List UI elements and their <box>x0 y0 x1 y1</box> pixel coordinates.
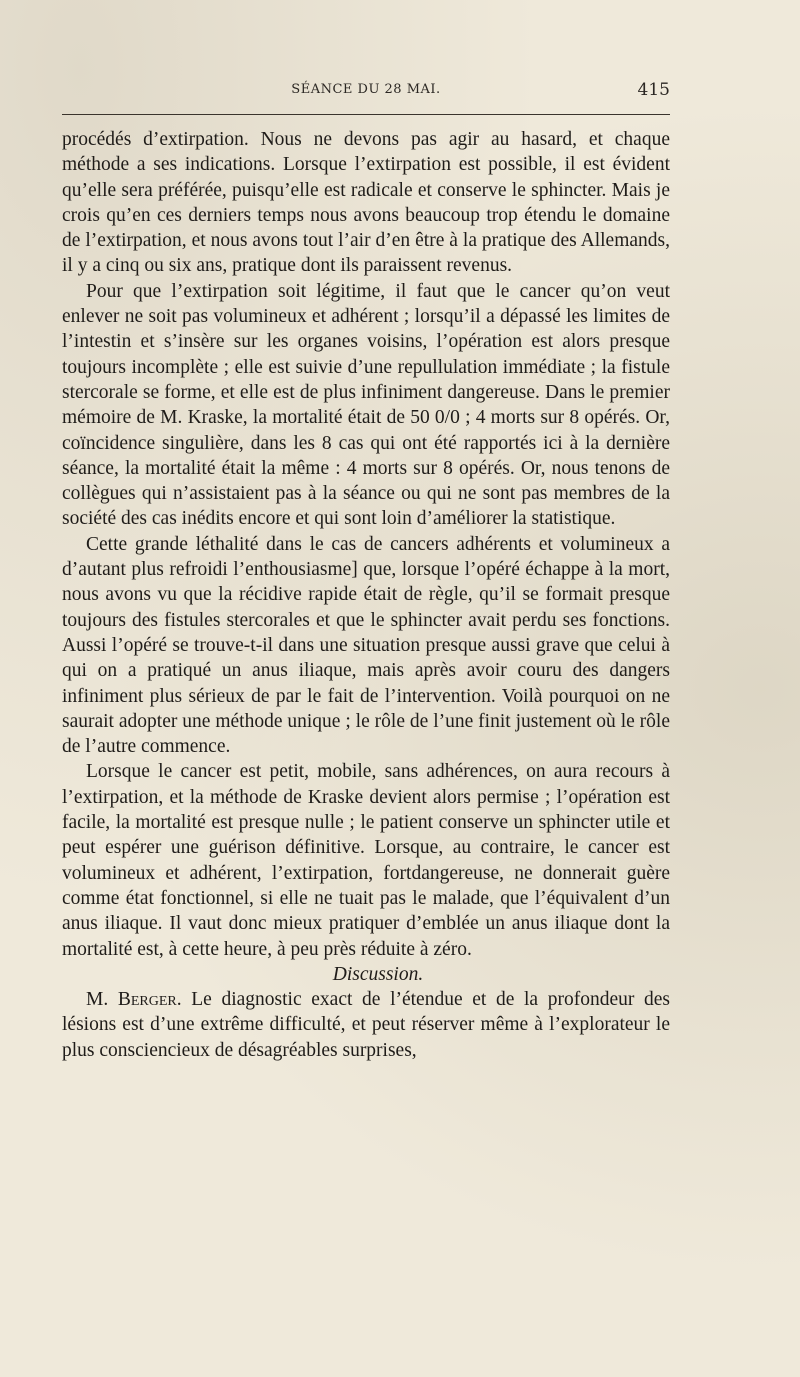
page-header <box>62 80 670 106</box>
paragraph: Cette grande léthalité dans le cas de cancers adhérents et volumineux a d’autant plus refroidi l’enthousiasme] que, lorsque l’opéré échappe à la mort, nous avons vu que la récidive rapide était de règle, qu’il se formait presque toujours des fistules stercorales et que le sphincter avait perdu ses fonctions. Aussi l’opéré se trouve-t-il dans une situation presque aussi grave que celui à qui on a pratiqué un anus iliaque, mais après avoir couru des dangers infiniment plus sérieux de par le fait de l’intervention. Voilà pourquoi on ne saurait adopter une méthode unique ; le rôle de l’une finit justement où le rôle de l’autre commence. <box>62 533 670 758</box>
discussion-text: Le diagnostic exact de l’étendue et de la profondeur des lésions est d’une extrême difficulté, et peut réserver même à l’explorateur le plus consciencieux de désagréables surprises, <box>62 989 670 1061</box>
body-text <box>62 127 670 1063</box>
paragraph: Pour que l’extirpation soit légitime, il faut que le cancer qu’on veut enlever ne soit pas volumineux et adhérent ; lorsqu’il a dépassé les limites de l’intestin et s’insère sur les organes voisins, l’opération est alors presque toujours incomplète ; elle est suivie d’une repullulation immédiate ; la fistule stercorale se forme, et elle est de plus infiniment dangereuse. Dans le premier mémoire de M. Kraske, la mortalité était de 50 0/0 ; 4 morts sur 8 opérés. Or, coïncidence singulière, dans les 8 cas qui ont été rapportés ici à la dernière séance, la mortalité était la même : 4 morts sur 8 opérés. Or, nous tenons de collègues qui n’assistaient pas à la séance ou qui ne sont pas membres de la société des cas inédits encore et qui sont loin d’améliorer la statistique. <box>62 280 670 530</box>
page-number: 415 <box>637 80 670 100</box>
speaker-name: M. Berger. <box>86 989 182 1011</box>
paragraph: procédés d’extirpation. Nous ne devons pas agir au hasard, et chaque méthode a ses indications. Lorsque l’extirpation est possible, il est évident qu’elle sera préférée, puisqu’elle est radicale et conserve le sphincter. Mais je crois qu’en ces derniers temps nous avons beaucoup trop étendu le domaine de l’extirpation, et nous avons tout l’air d’en être à la pratique des Allemands, il y a cinq ou six ans, pratique dont ils paraissent revenus. <box>62 129 670 277</box>
running-head: SÉANCE DU 28 MAI. <box>291 82 441 97</box>
discussion-paragraph <box>62 987 670 1063</box>
paragraph: Lorsque le cancer est petit, mobile, sans adhérences, on aura recours à l’extirpation, et la méthode de Kraske devient alors permise ; l’opération est facile, la mortalité est presque nulle ; le patient conserve un sphincter utile et peut espérer une guérison définitive. Lorsque, au contraire, le cancer est volumineux et adhérent, l’extirpation, fortdangereuse, ne donnerait guère comme état fonctionnel, si elle ne tuait pas le malade, que l’équivalent d’un anus iliaque. Il vaut donc mieux pratiquer d’emblée un anus iliaque dont la mortalité est, à cette heure, à peu près réduite à zéro. <box>62 761 670 960</box>
section-heading: Discussion. <box>332 963 424 985</box>
header-rule <box>62 114 670 115</box>
